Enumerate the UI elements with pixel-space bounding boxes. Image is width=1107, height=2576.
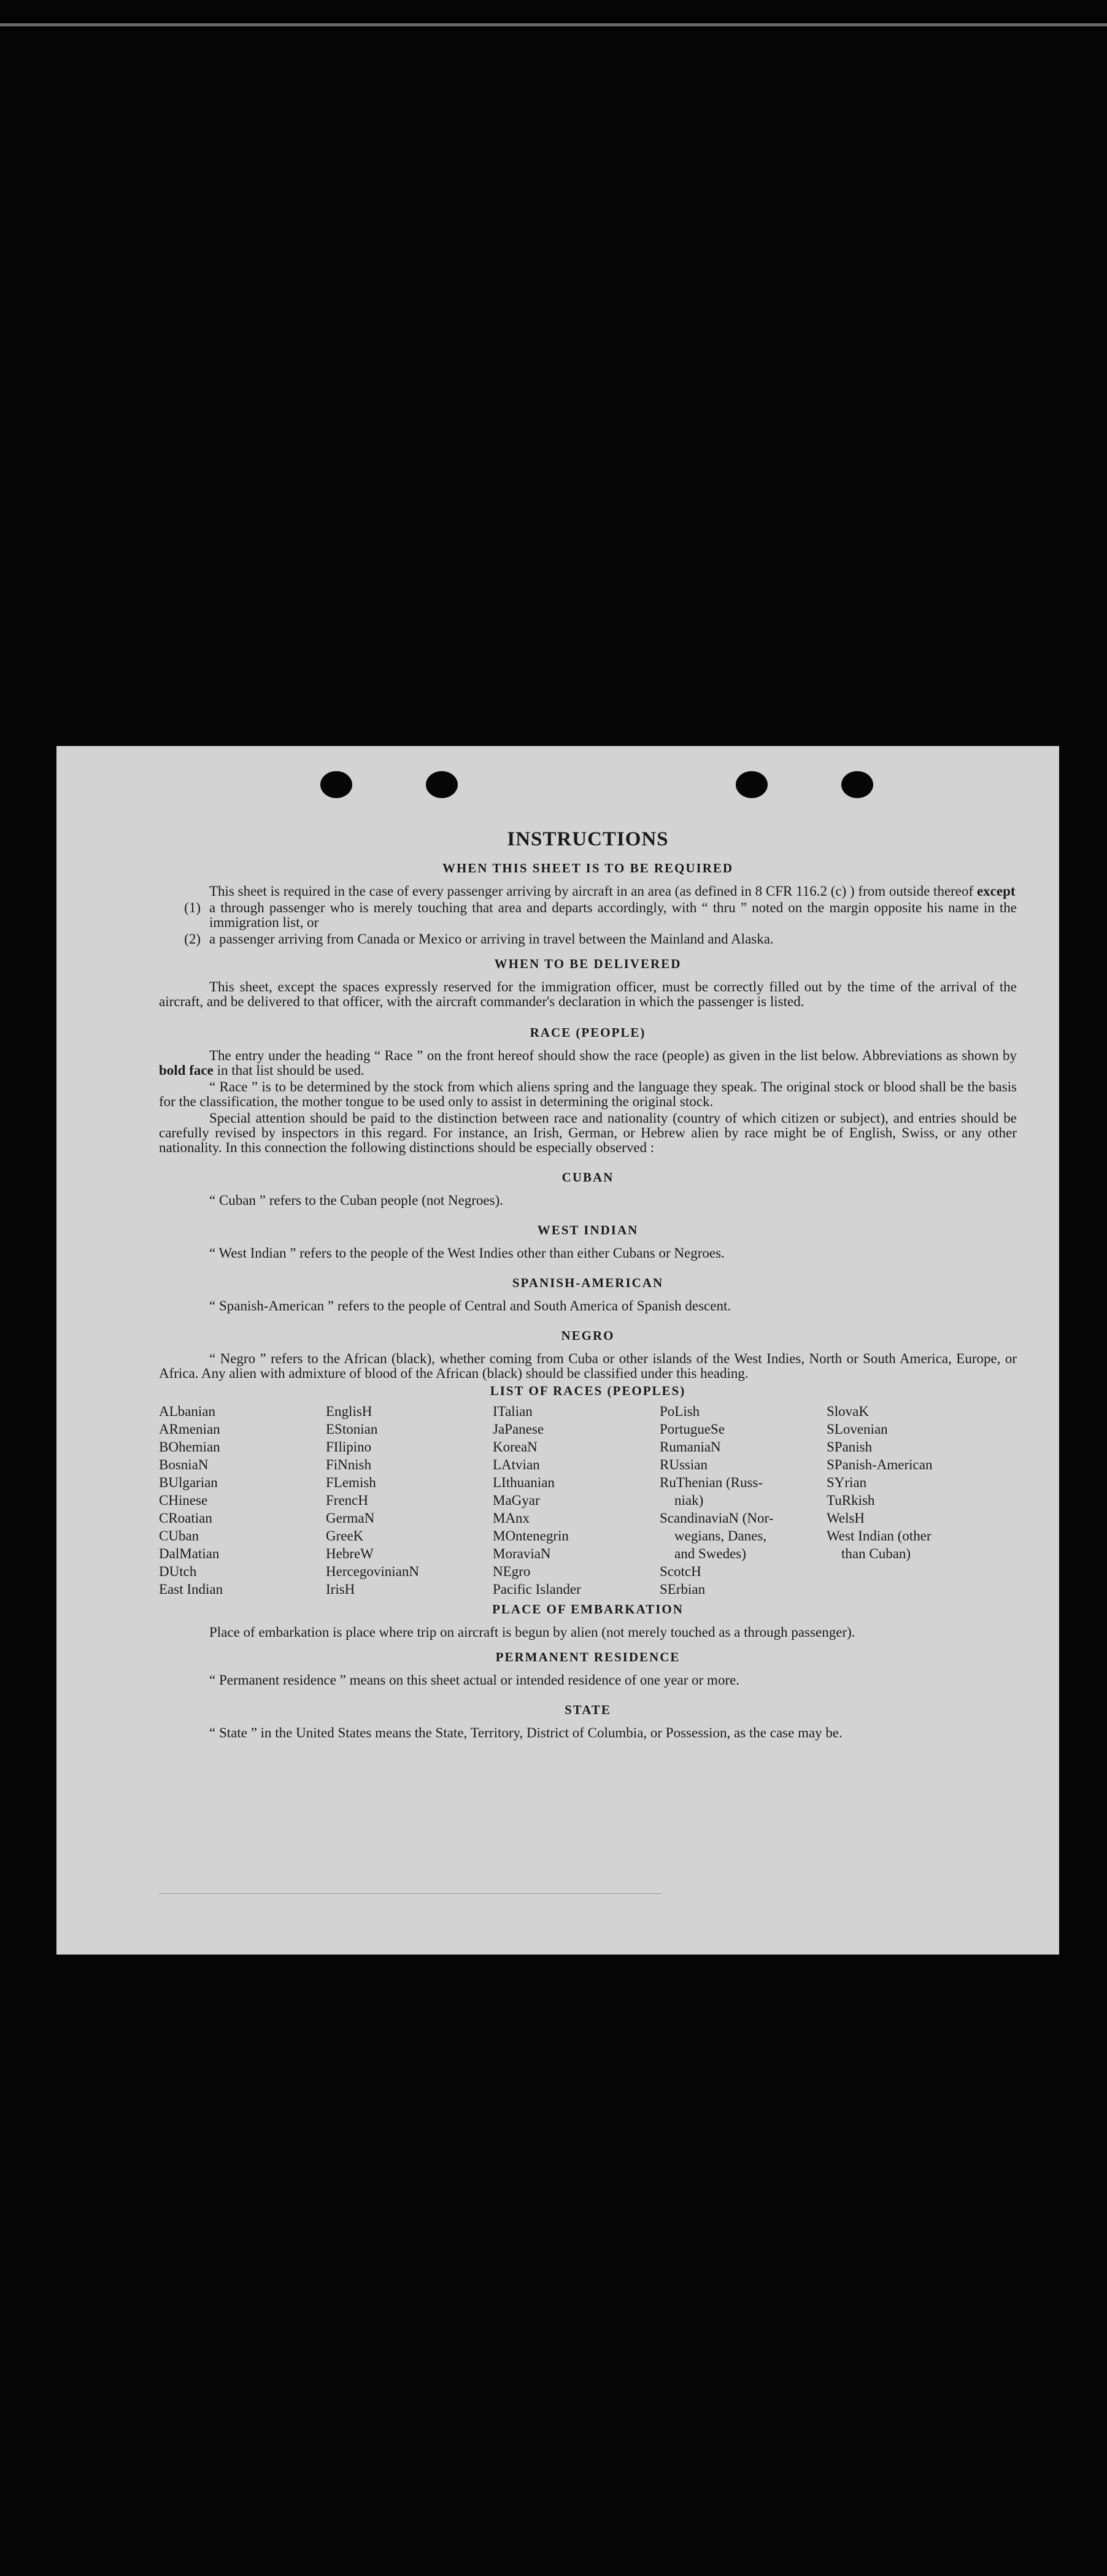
- race-entry: CHinese: [159, 1493, 208, 1508]
- race-paragraph-3: Special attention should be paid to the distinction between race and nationality (country of which citizen or subject), and entries should be carefully revised by inspectors in this regard. For instance, an Irish, German, or Hebrew alien by race might be of English, Swiss, or any other nationality. In this connection the following distinctions should be especially observed :: [159, 1110, 1017, 1155]
- race-entry: PortugueSe: [660, 1421, 725, 1437]
- race-entry: and Swedes): [674, 1546, 746, 1561]
- race-entry: SPanish-American: [827, 1457, 933, 1472]
- races-column: [326, 1402, 493, 1598]
- race-entry: CRoatian: [159, 1510, 212, 1526]
- when-delivered-text: This sheet, except the spaces expressly reserved for the immigration officer, must be correctly filled out by the time of the arrival of the aircraft, and be delivered to that officer, with the aircraft commander's declaration in which the passenger is listed.: [159, 979, 1017, 1009]
- punch-hole: [426, 771, 458, 798]
- heading-list-of-races: LIST OF RACES (PEOPLES): [490, 1383, 686, 1398]
- punch-hole: [841, 771, 873, 798]
- races-column: [660, 1402, 827, 1598]
- heading-negro: NEGRO: [561, 1328, 615, 1343]
- race-entry: West Indian (other: [827, 1528, 932, 1544]
- heading-cuban: CUBAN: [561, 1170, 614, 1185]
- race-entry: CUban: [159, 1528, 199, 1544]
- race-entry: SErbian: [660, 1582, 706, 1597]
- race-entry: East Indian: [159, 1582, 223, 1597]
- race-entry: RuThenian (Russ-: [660, 1475, 763, 1490]
- race-entry: GermaN: [326, 1510, 375, 1526]
- negro-text: “ Negro ” refers to the African (black), whether coming from Cuba or other islands of the West Indies, North or South America, Europe, or Africa. Any alien with admixture of blood of the African (black) should be classified under this heading.: [159, 1351, 1017, 1381]
- list-item: (2) a passenger arriving from Canada or Mexico or arriving in travel between the Mainland and Alaska.: [184, 931, 774, 947]
- page-title: INSTRUCTIONS: [507, 828, 669, 850]
- race-entry: EnglisH: [326, 1404, 372, 1419]
- race-entry: BosniaN: [159, 1457, 209, 1472]
- list-item: (1) a through passenger who is merely touching that area and departs accordingly, with “ thru ” noted on the margin opposite his name in the immigration list, or: [184, 900, 1017, 930]
- heading-when-delivered: WHEN TO BE DELIVERED: [494, 956, 682, 971]
- race-entry: ARmenian: [159, 1421, 220, 1437]
- race-entry: ScandinaviaN (Nor-: [660, 1510, 774, 1526]
- heading-west-indian: WEST INDIAN: [537, 1223, 639, 1237]
- race-entry: WelsH: [827, 1510, 865, 1526]
- heading-state: STATE: [565, 1702, 611, 1717]
- when-required-intro: This sheet is required in the case of every passenger arriving by aircraft in an area (as defined in 8 CFR 116.2 (c) ) from outside thereof except: [209, 883, 1016, 899]
- race-entry: DalMatian: [159, 1546, 220, 1561]
- state-text: “ State ” in the United States means the State, Territory, District of Columbia, or Possession, as the case may be.: [209, 1725, 843, 1740]
- top-border-line: [0, 23, 1107, 26]
- race-entry: BOhemian: [159, 1439, 220, 1455]
- cuban-text: “ Cuban ” refers to the Cuban people (not Negroes).: [209, 1193, 504, 1208]
- race-entry: PoLish: [660, 1404, 700, 1419]
- race-entry: SPanish: [827, 1439, 873, 1455]
- race-entry: SYrian: [827, 1475, 867, 1490]
- instructions-content: [159, 828, 1017, 1742]
- race-entry: wegians, Danes,: [674, 1528, 767, 1544]
- heading-race: RACE (PEOPLE): [530, 1025, 646, 1040]
- punch-hole: [736, 771, 768, 798]
- spanish-american-text: “ Spanish-American ” refers to the people of Central and South America of Spanish descent.: [209, 1298, 731, 1313]
- race-entry: FLemish: [326, 1475, 376, 1490]
- race-entry: LAtvian: [493, 1457, 540, 1472]
- heading-place-of-embarkation: PLACE OF EMBARKATION: [492, 1602, 684, 1617]
- race-entry: MoraviaN: [493, 1546, 551, 1561]
- race-entry: TuRkish: [827, 1493, 875, 1508]
- races-column: [493, 1402, 660, 1598]
- race-entry: MOntenegrin: [493, 1528, 569, 1544]
- heading-permanent-residence: PERMANENT RESIDENCE: [495, 1650, 681, 1664]
- race-entry: MaGyar: [493, 1493, 540, 1508]
- race-entry: HebreW: [326, 1546, 374, 1561]
- race-entry: BUlgarian: [159, 1475, 218, 1490]
- race-entry: DUtch: [159, 1564, 197, 1579]
- race-entry: NEgro: [493, 1564, 531, 1579]
- race-entry: FIlipino: [326, 1439, 372, 1455]
- races-table: [159, 1402, 1017, 1598]
- races-column: [159, 1402, 326, 1598]
- document-page: [56, 746, 1059, 1955]
- race-entry: IrisH: [326, 1582, 355, 1597]
- race-entry: RumaniaN: [660, 1439, 721, 1455]
- race-entry: ScotcH: [660, 1564, 701, 1579]
- heading-when-required: WHEN THIS SHEET IS TO BE REQUIRED: [442, 861, 734, 875]
- race-entry: RUssian: [660, 1457, 708, 1472]
- race-entry: than Cuban): [841, 1546, 911, 1561]
- divider: [159, 1893, 662, 1894]
- race-entry: niak): [674, 1493, 704, 1508]
- race-entry: JaPanese: [493, 1421, 544, 1437]
- race-paragraph-1: The entry under the heading “ Race ” on the front hereof should show the race (people) as given in the list below. Abbreviations as shown by bold face in that list should be used.: [159, 1048, 1017, 1078]
- race-entry: SlovaK: [827, 1404, 869, 1419]
- race-entry: MAnx: [493, 1510, 530, 1526]
- race-entry: FrencH: [326, 1493, 368, 1508]
- punch-hole: [320, 771, 352, 798]
- permanent-residence-text: “ Permanent residence ” means on this sheet actual or intended residence of one year or more.: [209, 1672, 740, 1688]
- race-entry: ALbanian: [159, 1404, 215, 1419]
- heading-spanish-american: SPANISH-AMERICAN: [512, 1275, 664, 1290]
- race-entry: FiNnish: [326, 1457, 372, 1472]
- race-entry: SLovenian: [827, 1421, 888, 1437]
- west-indian-text: “ West Indian ” refers to the people of the West Indies other than either Cubans or Negroes.: [209, 1245, 725, 1261]
- race-entry: LIthuanian: [493, 1475, 555, 1490]
- race-entry: Pacific Islander: [493, 1582, 581, 1597]
- race-entry: EStonian: [326, 1421, 378, 1437]
- race-paragraph-2: “ Race ” is to be determined by the stock from which aliens spring and the language they speak. The original stock or blood shall be the basis for the classification, the mother tongue to be used only to assist in determining the original stock.: [159, 1079, 1017, 1109]
- race-entry: GreeK: [326, 1528, 364, 1544]
- race-entry: HercegovinianN: [326, 1564, 419, 1579]
- place-of-embarkation-text: Place of embarkation is place where trip on aircraft is begun by alien (not merely touched as a through passenger).: [209, 1624, 855, 1640]
- races-column: [827, 1402, 974, 1598]
- race-entry: KoreaN: [493, 1439, 538, 1455]
- race-entry: ITalian: [493, 1404, 533, 1419]
